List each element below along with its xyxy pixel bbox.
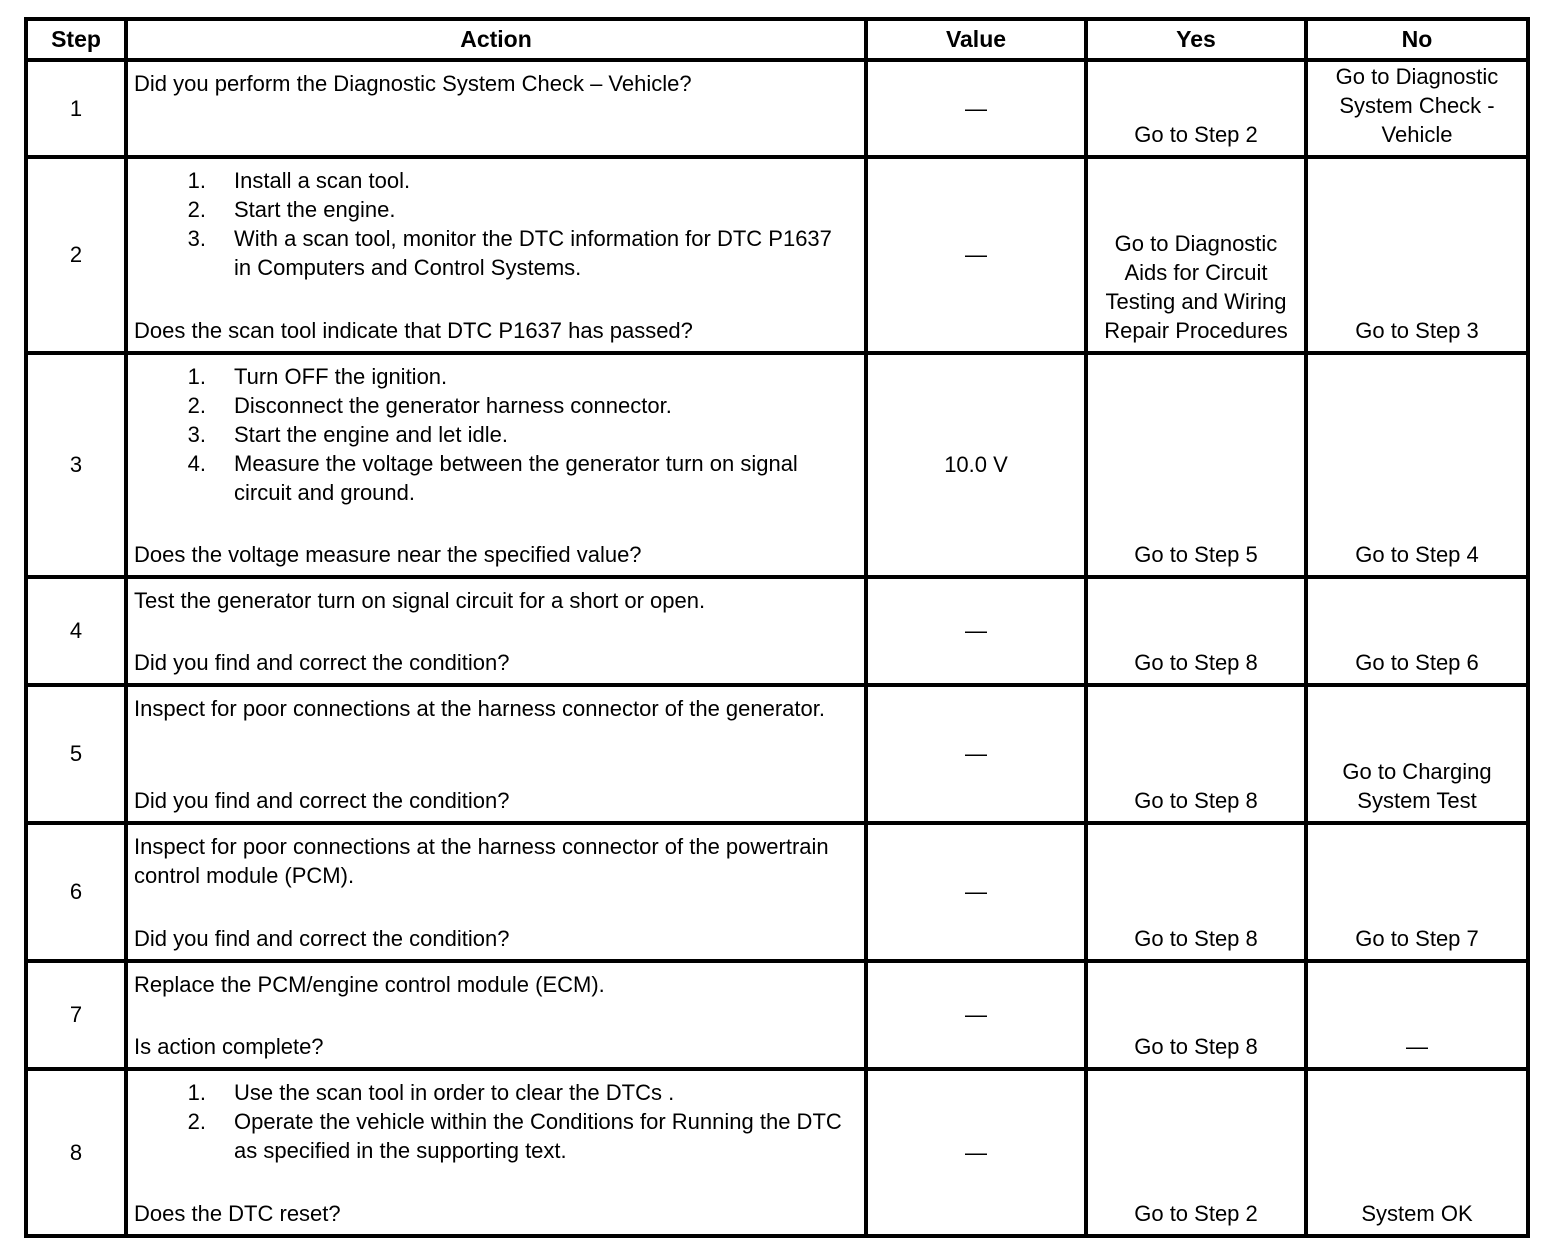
action-content: [128, 1071, 864, 1234]
action-instructions: [134, 362, 858, 507]
action-list: [134, 1078, 858, 1165]
yes-cell: [1086, 961, 1306, 1069]
action-content: [128, 963, 864, 1067]
step-number: 4: [26, 577, 126, 685]
action-list-item: [134, 224, 858, 282]
table-row: [26, 1069, 1528, 1236]
no-text: Go to Step 6: [1355, 650, 1479, 675]
action-list: [134, 166, 858, 282]
list-number: 1.: [187, 1080, 206, 1105]
list-text: Disconnect the generator harness connector.: [234, 393, 672, 418]
action-instructions: [134, 69, 858, 98]
action-question: Did you find and correct the condition?: [134, 926, 510, 951]
header-step: Step: [26, 19, 126, 60]
action-instructions: [134, 166, 858, 282]
yes-cell: [1086, 353, 1306, 577]
list-text: Install a scan tool.: [234, 168, 411, 193]
yes-cell: [1086, 577, 1306, 685]
yes-text: Go to Diagnostic Aids for Circuit Testing and Wiring Repair Procedures: [1104, 231, 1288, 343]
yes-text: Go to Step 2: [1134, 122, 1258, 147]
list-text: Use the scan tool in order to clear the DTCs .: [234, 1080, 675, 1105]
list-number: 3.: [187, 226, 206, 251]
yes-cell: [1086, 60, 1306, 157]
yes-text: Go to Step 8: [1134, 650, 1258, 675]
action-content: [128, 825, 864, 959]
action-question: Does the scan tool indicate that DTC P1637 has passed?: [134, 318, 693, 343]
list-number: 2.: [187, 197, 206, 222]
diagnostic-table: [24, 17, 1530, 1238]
no-cell: [1306, 353, 1528, 577]
table-body: [26, 60, 1528, 1236]
no-text: Go to Step 3: [1355, 318, 1479, 343]
action-question: Did you find and correct the condition?: [134, 650, 510, 675]
step-number: 1: [26, 60, 126, 157]
yes-text: Go to Step 8: [1134, 788, 1258, 813]
table-row: [26, 577, 1528, 685]
action-content: [128, 687, 864, 821]
no-text: Go to Diagnostic System Check - Vehicle: [1335, 64, 1499, 147]
no-cell: [1306, 685, 1528, 823]
action-cell: [126, 353, 866, 577]
header-action: Action: [126, 19, 866, 60]
table-row: [26, 685, 1528, 823]
action-cell: [126, 60, 866, 157]
yes-cell: [1086, 685, 1306, 823]
action-question: Does the DTC reset?: [134, 1201, 341, 1226]
action-content: [128, 62, 864, 155]
yes-text: Go to Step 2: [1134, 1201, 1258, 1226]
action-instructions: [134, 694, 858, 723]
yes-cell: [1086, 823, 1306, 961]
action-instructions: [134, 586, 858, 615]
action-list-item: [134, 166, 858, 195]
action-list-item: [134, 195, 858, 224]
value-cell: —: [866, 157, 1086, 353]
header-no: No: [1306, 19, 1528, 60]
action-list-item: [134, 1107, 858, 1165]
value-cell: —: [866, 1069, 1086, 1236]
action-instructions: [134, 832, 858, 890]
no-cell: [1306, 60, 1528, 157]
no-cell: [1306, 1069, 1528, 1236]
yes-text: Go to Step 8: [1134, 926, 1258, 951]
list-number: 1.: [187, 168, 206, 193]
step-number: 2: [26, 157, 126, 353]
step-number: 7: [26, 961, 126, 1069]
action-content: [128, 159, 864, 351]
action-list: [134, 362, 858, 507]
value-cell: 10.0 V: [866, 353, 1086, 577]
header-value: Value: [866, 19, 1086, 60]
header-yes: Yes: [1086, 19, 1306, 60]
no-text: Go to Step 7: [1355, 926, 1479, 951]
action-text: Test the generator turn on signal circuit for a short or open.: [134, 588, 706, 613]
table-row: [26, 157, 1528, 353]
list-number: 1.: [187, 364, 206, 389]
value-cell: —: [866, 685, 1086, 823]
step-number: 3: [26, 353, 126, 577]
action-text: Did you perform the Diagnostic System Check – Vehicle?: [134, 71, 692, 96]
list-text: Start the engine.: [234, 197, 396, 222]
list-text: Operate the vehicle within the Conditions for Running the DTC as specified in the supporting text.: [234, 1109, 842, 1163]
list-number: 4.: [187, 451, 206, 476]
list-text: Measure the voltage between the generator turn on signal circuit and ground.: [234, 451, 798, 505]
no-text: Go to Step 4: [1355, 542, 1479, 567]
table-row: [26, 353, 1528, 577]
no-text: Go to Charging System Test: [1342, 759, 1492, 813]
table-row: [26, 60, 1528, 157]
action-question: Is action complete?: [134, 1034, 324, 1059]
action-list-item: [134, 420, 858, 449]
value-cell: —: [866, 961, 1086, 1069]
no-cell: [1306, 961, 1528, 1069]
action-cell: [126, 1069, 866, 1236]
step-number: 6: [26, 823, 126, 961]
action-cell: [126, 577, 866, 685]
list-text: Turn OFF the ignition.: [234, 364, 448, 389]
action-content: [128, 355, 864, 575]
no-cell: [1306, 823, 1528, 961]
yes-text: Go to Step 5: [1134, 542, 1258, 567]
list-text: With a scan tool, monitor the DTC information for DTC P1637 in Computers and Control Systems.: [234, 226, 832, 280]
header-row: [26, 19, 1528, 60]
action-text: Inspect for poor connections at the harness connector of the generator.: [134, 696, 825, 721]
action-list-item: [134, 449, 858, 507]
action-cell: [126, 157, 866, 353]
value-cell: —: [866, 577, 1086, 685]
value-cell: —: [866, 60, 1086, 157]
action-question: Did you find and correct the condition?: [134, 788, 510, 813]
list-number: 3.: [187, 422, 206, 447]
yes-text: Go to Step 8: [1134, 1034, 1258, 1059]
action-instructions: [134, 970, 858, 999]
yes-cell: [1086, 157, 1306, 353]
step-number: 5: [26, 685, 126, 823]
no-cell: [1306, 577, 1528, 685]
yes-cell: [1086, 1069, 1306, 1236]
list-text: Start the engine and let idle.: [234, 422, 508, 447]
value-cell: —: [866, 823, 1086, 961]
action-text: Replace the PCM/engine control module (ECM).: [134, 972, 605, 997]
step-number: 8: [26, 1069, 126, 1236]
list-number: 2.: [187, 393, 206, 418]
action-list-item: [134, 391, 858, 420]
action-instructions: [134, 1078, 858, 1165]
no-text: —: [1406, 1034, 1428, 1059]
action-cell: [126, 823, 866, 961]
action-question: Does the voltage measure near the specified value?: [134, 542, 642, 567]
action-list-item: [134, 1078, 858, 1107]
action-text: Inspect for poor connections at the harness connector of the powertrain control module (PCM).: [134, 834, 829, 888]
action-cell: [126, 961, 866, 1069]
action-cell: [126, 685, 866, 823]
list-number: 2.: [187, 1109, 206, 1134]
no-text: System OK: [1361, 1201, 1473, 1226]
no-cell: [1306, 157, 1528, 353]
table-row: [26, 823, 1528, 961]
action-content: [128, 579, 864, 683]
table-row: [26, 961, 1528, 1069]
action-list-item: [134, 362, 858, 391]
